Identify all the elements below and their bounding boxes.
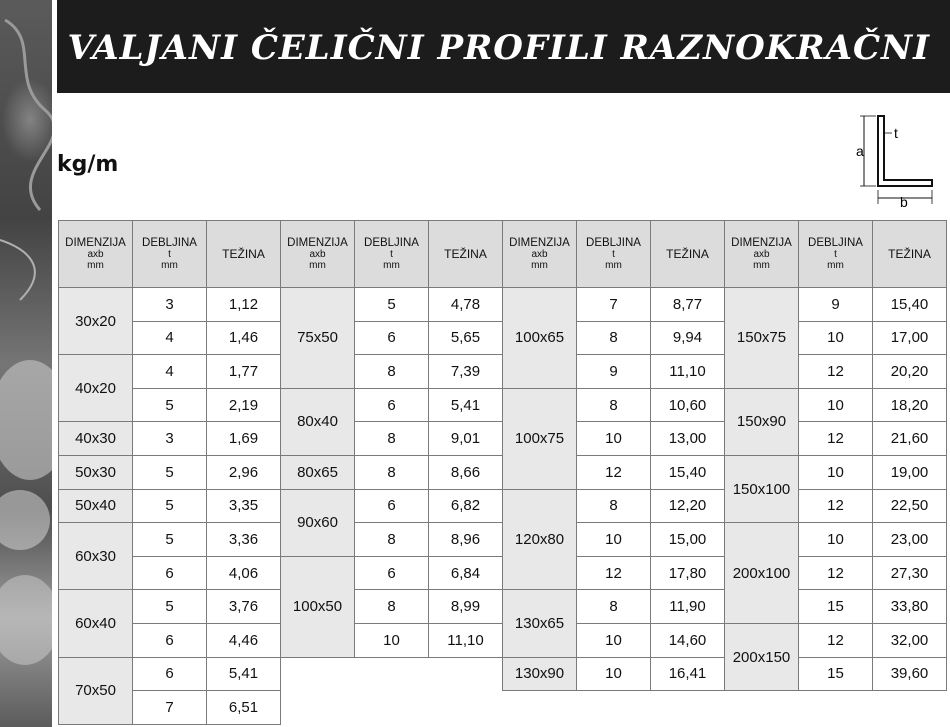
weight-cell: 5,41: [429, 388, 503, 422]
weight-cell: 15,00: [651, 523, 725, 557]
header-weight: [651, 221, 725, 288]
header-weight: TEŽINA: [444, 247, 487, 261]
thickness-cell: 10: [799, 321, 873, 355]
weight-cell: 32,00: [873, 623, 947, 657]
dimension-cell: 150x75: [725, 288, 799, 389]
dimension-cell: 80x40: [281, 388, 355, 455]
header-weight: [873, 221, 947, 288]
unit-label: kg/m: [57, 152, 119, 177]
thickness-cell: 9: [799, 288, 873, 322]
weight-cell: 3,36: [207, 523, 281, 557]
thickness-cell: 6: [133, 623, 207, 657]
table-row: [59, 590, 281, 624]
thickness-cell: 12: [799, 556, 873, 590]
weight-cell: 23,00: [873, 523, 947, 557]
weight-cell: 18,20: [873, 388, 947, 422]
decorative-side-image: [0, 0, 52, 727]
weight-cell: 8,77: [651, 288, 725, 322]
header-dim: DIMENZIJA: [65, 237, 126, 249]
dimension-cell: 100x50: [281, 556, 355, 657]
thickness-cell: 3: [133, 288, 207, 322]
dimension-cell: 50x30: [59, 455, 133, 489]
weight-cell: 39,60: [873, 657, 947, 691]
weight-cell: 3,76: [207, 590, 281, 624]
thickness-cell: 5: [133, 489, 207, 523]
weight-cell: 22,50: [873, 489, 947, 523]
header-dim_sub1: axb: [309, 249, 326, 260]
dimension-cell: 70x50: [59, 657, 133, 724]
thickness-cell: 6: [355, 556, 429, 590]
thickness-cell: 12: [799, 422, 873, 456]
header-thick_sub2: mm: [383, 260, 400, 271]
table-header-row: [59, 221, 281, 288]
thickness-cell: 8: [355, 422, 429, 456]
table-row: [281, 388, 503, 422]
dimension-cell: 80x65: [281, 455, 355, 489]
table-row: [281, 455, 503, 489]
header-thickness: [355, 221, 429, 288]
thickness-cell: 5: [133, 590, 207, 624]
header-thick: DEBLJINA: [142, 237, 197, 249]
ornament-graphic: [0, 0, 52, 727]
dimension-cell: 130x90: [503, 657, 577, 691]
profile-table-2: [280, 220, 502, 658]
thickness-cell: 10: [577, 657, 651, 691]
thickness-cell: 3: [133, 422, 207, 456]
weight-cell: 4,78: [429, 288, 503, 322]
thickness-cell: 6: [355, 489, 429, 523]
weight-cell: 1,12: [207, 288, 281, 322]
header-dim: DIMENZIJA: [509, 237, 570, 249]
weight-cell: 11,10: [651, 355, 725, 389]
thickness-cell: 15: [799, 657, 873, 691]
weight-cell: 1,77: [207, 355, 281, 389]
weight-cell: 1,69: [207, 422, 281, 456]
header-thick: DEBLJINA: [808, 237, 863, 249]
thickness-cell: 8: [355, 355, 429, 389]
table-row: [725, 523, 947, 557]
table-row: [725, 623, 947, 657]
header-dim_sub1: axb: [87, 249, 104, 260]
thickness-cell: 5: [133, 388, 207, 422]
weight-cell: 19,00: [873, 455, 947, 489]
thickness-cell: 8: [577, 489, 651, 523]
header-dimension: [503, 221, 577, 288]
table-row: [59, 523, 281, 557]
profile-table-4: [724, 220, 946, 691]
table-row: [503, 388, 725, 422]
header-dimension: [59, 221, 133, 288]
page-title: VALJANI ČELIČNI PROFILI RAZNOKRAČNI: [67, 28, 930, 68]
thickness-cell: 7: [133, 691, 207, 725]
weight-cell: 17,80: [651, 556, 725, 590]
thickness-cell: 8: [577, 590, 651, 624]
weight-cell: 15,40: [651, 455, 725, 489]
header-thick_sub2: mm: [605, 260, 622, 271]
thickness-cell: 8: [355, 455, 429, 489]
table-row: [503, 657, 725, 691]
thickness-cell: 12: [799, 489, 873, 523]
dimension-cell: 150x100: [725, 455, 799, 522]
thickness-cell: 9: [577, 355, 651, 389]
header-weight: TEŽINA: [888, 247, 931, 261]
table-header-row: [503, 221, 725, 288]
header-thick_sub1: t: [834, 249, 837, 260]
dimension-cell: 90x60: [281, 489, 355, 556]
profile-table-1: [58, 220, 280, 725]
weight-cell: 2,96: [207, 455, 281, 489]
thickness-cell: 4: [133, 355, 207, 389]
header-weight: TEŽINA: [666, 247, 709, 261]
header-weight: TEŽINA: [222, 247, 265, 261]
table-row: [503, 288, 725, 322]
weight-cell: 6,82: [429, 489, 503, 523]
header-thick: DEBLJINA: [586, 237, 641, 249]
header-thick: DEBLJINA: [364, 237, 419, 249]
header-thickness: [799, 221, 873, 288]
table-row: [725, 455, 947, 489]
table-header-row: [281, 221, 503, 288]
dimension-cell: 200x150: [725, 623, 799, 690]
thickness-cell: 7: [577, 288, 651, 322]
dim-b-label: b: [900, 194, 908, 208]
header-thickness: [577, 221, 651, 288]
table-row: [503, 590, 725, 624]
weight-cell: 21,60: [873, 422, 947, 456]
header-dim: DIMENZIJA: [731, 237, 792, 249]
angle-profile-diagram: [850, 108, 940, 208]
weight-cell: 12,20: [651, 489, 725, 523]
weight-cell: 9,94: [651, 321, 725, 355]
weight-cell: 13,00: [651, 422, 725, 456]
weight-cell: 8,96: [429, 523, 503, 557]
dimension-cell: 120x80: [503, 489, 577, 590]
header-dim: DIMENZIJA: [287, 237, 348, 249]
table-row: [59, 455, 281, 489]
header-dimension: [281, 221, 355, 288]
weight-cell: 6,84: [429, 556, 503, 590]
weight-cell: 2,19: [207, 388, 281, 422]
weight-cell: 4,06: [207, 556, 281, 590]
weight-cell: 1,46: [207, 321, 281, 355]
header-dimension: [725, 221, 799, 288]
weight-cell: 17,00: [873, 321, 947, 355]
weight-cell: 6,51: [207, 691, 281, 725]
dimension-cell: 30x20: [59, 288, 133, 355]
thickness-cell: 12: [577, 455, 651, 489]
header-dim_sub2: mm: [309, 260, 326, 271]
header-thickness: [133, 221, 207, 288]
dimension-cell: 40x20: [59, 355, 133, 422]
dimension-cell: 50x40: [59, 489, 133, 523]
weight-cell: 27,30: [873, 556, 947, 590]
thickness-cell: 10: [577, 523, 651, 557]
weight-cell: 10,60: [651, 388, 725, 422]
weight-cell: 8,66: [429, 455, 503, 489]
table-row: [281, 288, 503, 322]
title-banner: [57, 0, 950, 93]
header-weight: [429, 221, 503, 288]
dimension-cell: 60x40: [59, 590, 133, 657]
weight-cell: 11,10: [429, 623, 503, 657]
table-row: [725, 288, 947, 322]
weight-cell: 20,20: [873, 355, 947, 389]
thickness-cell: 4: [133, 321, 207, 355]
header-thick_sub1: t: [168, 249, 171, 260]
thickness-cell: 6: [355, 388, 429, 422]
thickness-cell: 10: [355, 623, 429, 657]
thickness-cell: 6: [133, 657, 207, 691]
thickness-cell: 10: [799, 455, 873, 489]
thickness-cell: 8: [577, 388, 651, 422]
dimension-cell: 130x65: [503, 590, 577, 657]
table-row: [281, 489, 503, 523]
table-row: [59, 489, 281, 523]
thickness-cell: 10: [577, 422, 651, 456]
dimension-cell: 150x90: [725, 388, 799, 455]
thickness-cell: 15: [799, 590, 873, 624]
weight-cell: 15,40: [873, 288, 947, 322]
header-weight: [207, 221, 281, 288]
table-row: [725, 388, 947, 422]
weight-cell: 5,41: [207, 657, 281, 691]
thickness-cell: 5: [133, 523, 207, 557]
thickness-cell: 8: [355, 523, 429, 557]
weight-cell: 8,99: [429, 590, 503, 624]
header-dim_sub2: mm: [87, 260, 104, 271]
thickness-cell: 6: [355, 321, 429, 355]
dimension-cell: 100x75: [503, 388, 577, 489]
dimension-cell: 200x100: [725, 523, 799, 624]
weight-cell: 3,35: [207, 489, 281, 523]
table-row: [503, 489, 725, 523]
header-thick_sub1: t: [390, 249, 393, 260]
thickness-cell: 10: [577, 623, 651, 657]
profile-table-3: [502, 220, 724, 691]
weight-cell: 5,65: [429, 321, 503, 355]
header-dim_sub2: mm: [531, 260, 548, 271]
weight-cell: 4,46: [207, 623, 281, 657]
table-header-row: [725, 221, 947, 288]
weight-cell: 16,41: [651, 657, 725, 691]
weight-cell: 7,39: [429, 355, 503, 389]
thickness-cell: 8: [577, 321, 651, 355]
header-dim_sub2: mm: [753, 260, 770, 271]
weight-cell: 9,01: [429, 422, 503, 456]
weight-cell: 33,80: [873, 590, 947, 624]
thickness-cell: 5: [133, 455, 207, 489]
thickness-cell: 12: [799, 355, 873, 389]
thickness-cell: 10: [799, 388, 873, 422]
table-row: [59, 288, 281, 322]
dimension-cell: 100x65: [503, 288, 577, 389]
header-thick_sub2: mm: [827, 260, 844, 271]
thickness-cell: 6: [133, 556, 207, 590]
header-thick_sub1: t: [612, 249, 615, 260]
thickness-cell: 10: [799, 523, 873, 557]
thickness-cell: 8: [355, 590, 429, 624]
dimension-cell: 60x30: [59, 523, 133, 590]
thickness-cell: 5: [355, 288, 429, 322]
table-row: [281, 556, 503, 590]
dim-a-label: a: [856, 143, 864, 159]
dimension-cell: 75x50: [281, 288, 355, 389]
weight-cell: 14,60: [651, 623, 725, 657]
table-row: [59, 355, 281, 389]
thickness-cell: 12: [577, 556, 651, 590]
header-thick_sub2: mm: [161, 260, 178, 271]
header-dim_sub1: axb: [753, 249, 770, 260]
table-row: [59, 422, 281, 456]
thickness-cell: 12: [799, 623, 873, 657]
dim-t-label: t: [894, 125, 898, 141]
header-dim_sub1: axb: [531, 249, 548, 260]
dimension-cell: 40x30: [59, 422, 133, 456]
weight-cell: 11,90: [651, 590, 725, 624]
table-row: [59, 657, 281, 691]
